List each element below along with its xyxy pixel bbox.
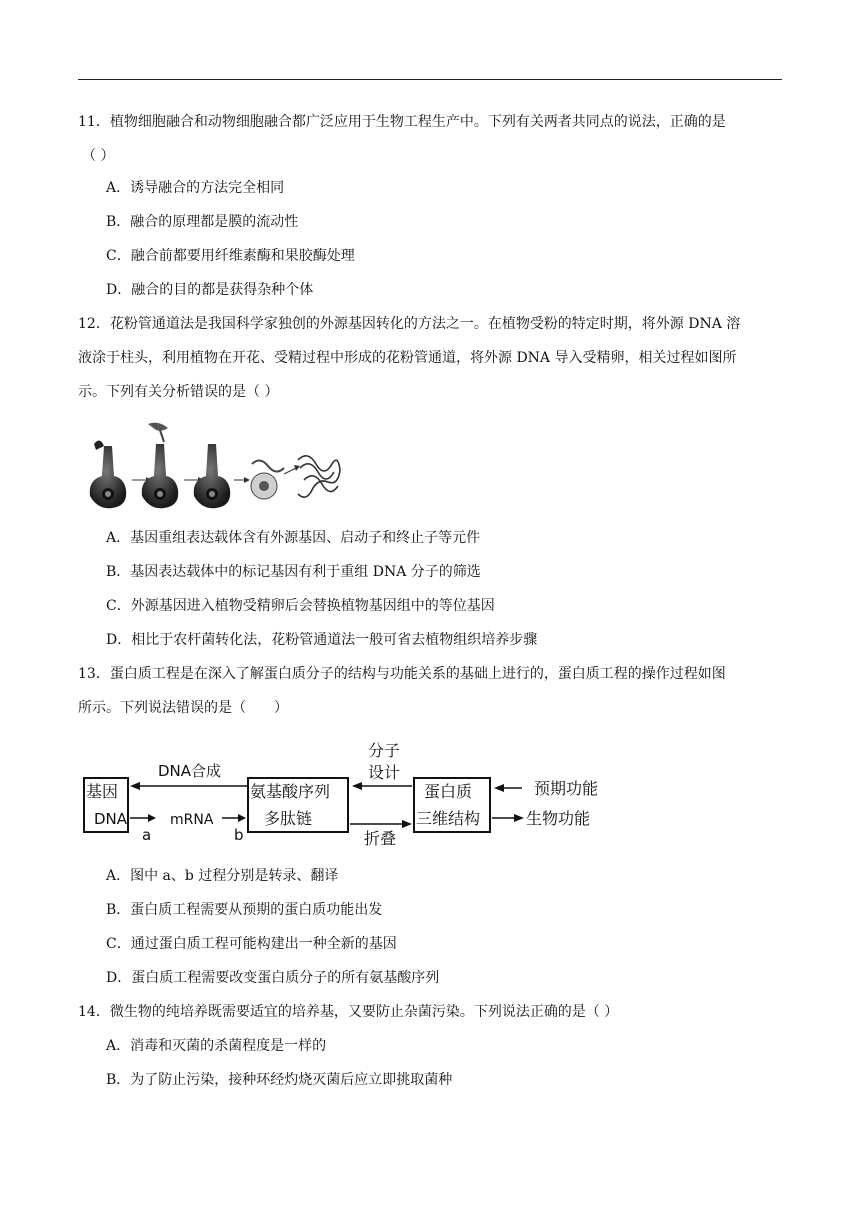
label-a: a bbox=[142, 826, 152, 844]
protein-engineering-diagram bbox=[82, 738, 622, 850]
q11-answer-blank: （ ） bbox=[82, 148, 115, 164]
q12-stem: 12．花粉管通道法是我国科学家独创的外源基因转化的方法之一。在植物受粉的特定时期，将外源 DNA 溶 bbox=[78, 316, 741, 332]
q11-option-a: A．诱导融合的方法完全相同 bbox=[106, 180, 285, 196]
molecular-design-label-1: 分子 bbox=[368, 741, 401, 760]
q11-stem: 11．植物细胞融合和动物细胞融合都广泛应用于生物工程生产中。下列有关两者共同点的说法，正确的是 bbox=[78, 114, 726, 130]
q11-option-d: D．融合的目的都是获得杂种个体 bbox=[106, 282, 314, 298]
arrow-4 bbox=[284, 468, 296, 474]
pollen-tube-figure bbox=[88, 420, 343, 510]
pistil-2 bbox=[142, 423, 178, 509]
fertilized-egg-cell bbox=[251, 460, 284, 499]
pistil-3 bbox=[194, 444, 230, 508]
q14-option-a: A．消毒和灭菌的杀菌程度是一样的 bbox=[106, 1038, 327, 1054]
box1-label-2: DNA bbox=[94, 810, 128, 828]
pistil-1 bbox=[90, 440, 126, 508]
label-b: b bbox=[234, 826, 244, 844]
q11-option-c: C．融合前都要用纤维素酶和果胶酶处理 bbox=[106, 248, 355, 264]
q12-option-c: C．外源基因进入植物受精卵后会替换植物基因组中的等位基因 bbox=[106, 598, 495, 614]
molecular-design-label-2: 设计 bbox=[368, 763, 401, 782]
dna-helix bbox=[298, 456, 340, 497]
biological-function-label: 生物功能 bbox=[526, 809, 591, 828]
q11-option-b: B．融合的原理都是膜的流动性 bbox=[106, 214, 299, 230]
q12-stem-line3: 示。下列有关分析错误的是（ ） bbox=[78, 384, 279, 400]
box3-label-2: 三维结构 bbox=[416, 809, 481, 828]
box1-label-1: 基因 bbox=[86, 782, 119, 801]
q14-option-b: B．为了防止污染，接种环经灼烧灭菌后应立即挑取菌种 bbox=[106, 1072, 453, 1088]
q13-option-d: D．蛋白质工程需要改变蛋白质分子的所有氨基酸序列 bbox=[106, 970, 440, 986]
expected-function-label: 预期功能 bbox=[534, 779, 599, 798]
mrna-label: mRNA bbox=[170, 812, 214, 828]
q13-option-c: C．通过蛋白质工程可能构建出一种全新的基因 bbox=[106, 936, 397, 952]
q12-option-a: A．基因重组表达载体含有外源基因、启动子和终止子等元件 bbox=[106, 530, 481, 546]
q12-option-b: B．基因表达载体中的标记基因有利于重组 DNA 分子的筛选 bbox=[106, 564, 481, 580]
dna-synthesis-label: DNA合成 bbox=[158, 762, 222, 780]
q13-option-a: A．图中 a、b 过程分别是转录、翻译 bbox=[106, 868, 339, 884]
box2-label-1: 氨基酸序列 bbox=[250, 782, 331, 801]
q13-stem-line2: 所示。下列说法错误的是（ ） bbox=[78, 700, 288, 716]
q14-stem: 14．微生物的纯培养既需要适宜的培养基，又要防止杂菌污染。下列说法正确的是（ ） bbox=[78, 1004, 619, 1020]
q12-stem-line2: 液涂于柱头，利用植物在开花、受精过程中形成的花粉管通道，将外源 DNA 导入受精卵，相关过程如图所 bbox=[78, 350, 737, 366]
box3-label-1: 蛋白质 bbox=[424, 782, 473, 801]
q13-stem: 13．蛋白质工程是在深入了解蛋白质分子的结构与功能关系的基础上进行的，蛋白质工程的操作过程如图 bbox=[78, 666, 726, 682]
folding-label: 折叠 bbox=[364, 829, 397, 848]
q13-option-b: B．蛋白质工程需要从预期的蛋白质功能出发 bbox=[106, 902, 383, 918]
box2-label-2: 多肽链 bbox=[264, 809, 313, 828]
q12-option-d: D．相比于农杆菌转化法，花粉管通道法一般可省去植物组织培养步骤 bbox=[106, 632, 538, 648]
header-rule bbox=[78, 79, 782, 80]
